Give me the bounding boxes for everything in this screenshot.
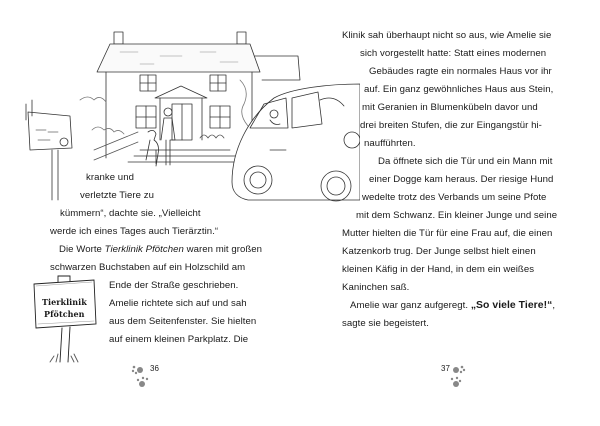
sign-text-line1: Tierklinik [42,297,87,307]
paw-prints-icon [130,364,152,390]
text-line: naufführten. [364,138,416,149]
text-line: auf einem kleinen Parkplatz. Die [109,334,249,345]
text-line: Gebäudes ragte ein normales Haus vor ihr [369,66,552,77]
page-number: 36 [150,364,159,373]
text-line: drei breiten Stufen, die zur Eingangstür hi- [360,120,542,131]
text-line: auf. Ein ganz gewöhnliches Haus aus Stein, [364,84,554,95]
text-run: Amelie war ganz aufgeregt. [350,300,471,311]
text-line: aus dem Seitenfenster. Sie hielten [109,316,257,327]
text-line: Amelie richtete sich auf und sah [109,298,247,309]
text-line: Katzenkorb trug. Der Junge selbst hielt einen [342,246,536,257]
text-line: werde ich eines Tages auch Tierärztin.“ [50,226,219,237]
exclamation-bold: „So viele Tiere!“ [470,300,553,311]
text-line: sagte sie begeistert. [342,318,429,329]
right-page [300,0,600,426]
text-line: Ende der Straße geschrieben. [109,280,239,291]
text-line: mit dem Schwanz. Ein kleiner Junge und seine [356,210,558,221]
page-number: 37 [441,364,450,373]
clinic-name-italic: Tierklinik Pfötchen [104,244,184,255]
text-line: kranke und [86,172,134,183]
text-run: Die Worte [59,244,105,255]
paw-prints-icon [448,364,470,390]
text-line: mit Geranien in Blumenkübeln davor und [362,102,538,113]
text-line [350,300,555,312]
text-line: sich vorgestellt hatte: Statt eines modernen [360,48,547,59]
text-run: waren mit großen [183,244,263,255]
text-line: schwarzen Buchstaben auf ein Holzschild am [50,262,246,273]
wooden-sign-icon [30,274,102,370]
text-line: Da öffnete sich die Tür und ein Mann mit [378,156,553,167]
text-line: Kaninchen saß. [342,282,410,293]
text-line: kümmern“, dachte sie. „Vielleicht [60,208,201,219]
text-line: Mutter hielten die Tür für eine Frau auf, die einen [342,228,553,239]
text-line: kleinen Käfig in der Hand, in dem ein weißes [342,264,535,275]
text-line: verletzte Tiere zu [80,190,154,201]
text-line: einer Dogge kam heraus. Der riesige Hund [369,174,554,185]
text-run: , [552,300,556,311]
sign-text-line2: Pfötchen [44,309,85,319]
text-line: wedelte trotz des Verbands um seine Pfote [362,192,547,203]
text-line [59,244,262,256]
text-line: Klinik sah überhaupt nicht so aus, wie Amelie sie [342,30,552,41]
